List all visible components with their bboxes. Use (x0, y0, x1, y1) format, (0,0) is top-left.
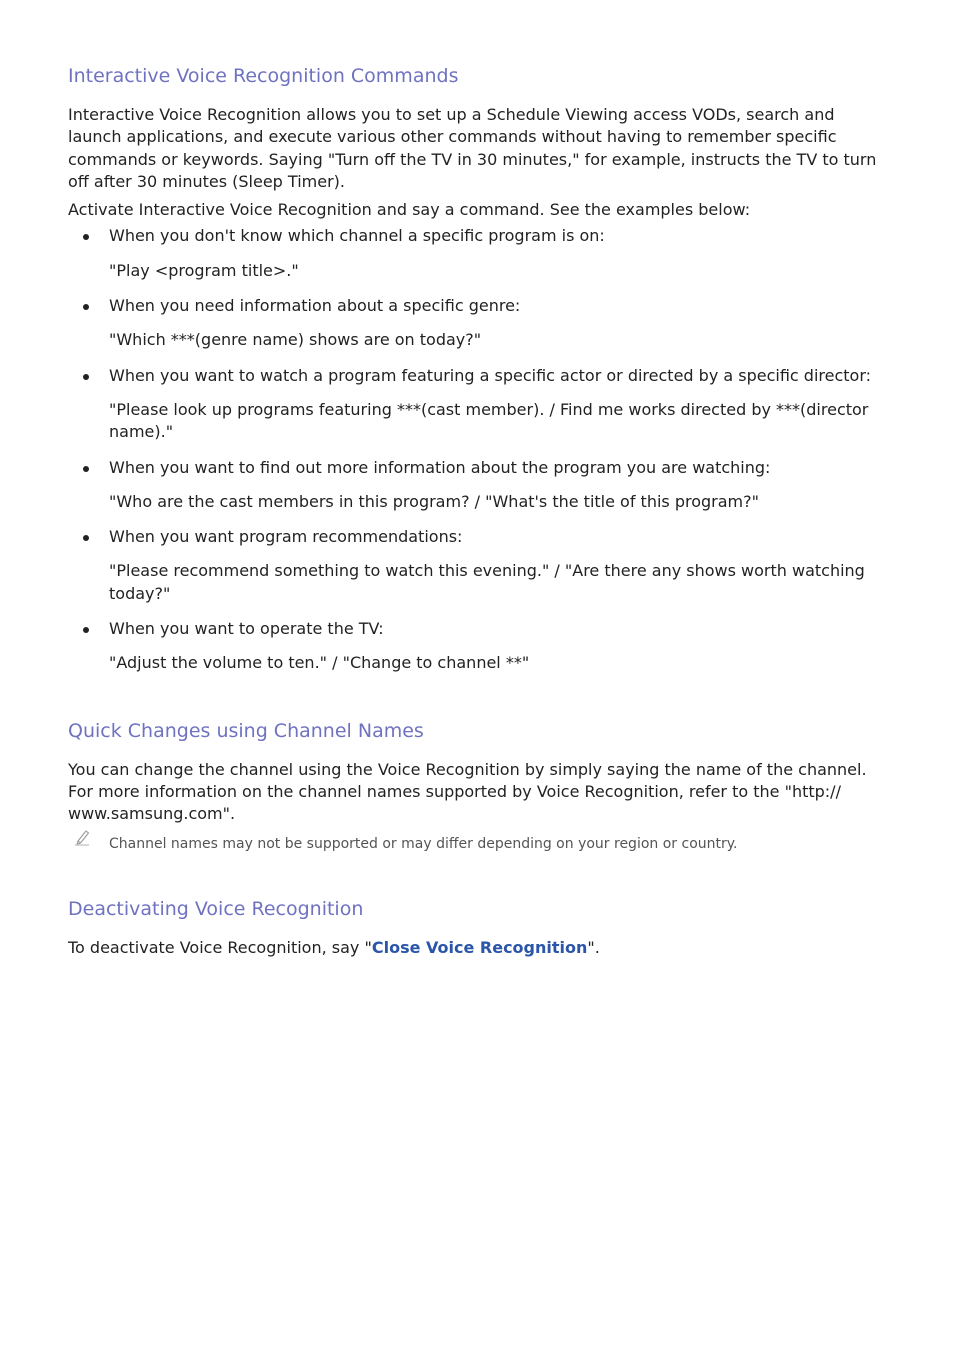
example-command: "Which ***(genre name) shows are on today?" (109, 330, 482, 350)
bullet-icon (83, 535, 89, 541)
page-content (68, 62, 880, 959)
example-command: "Who are the cast members in this program? / "What's the title of this program?" (109, 491, 759, 511)
heading-quick-changes: Quick Changes using Channel Names (68, 719, 424, 742)
list-item (68, 457, 880, 514)
command-examples-list (68, 225, 880, 674)
list-item (68, 225, 880, 282)
deactivate-text-before: To deactivate Voice Recognition, say " (68, 937, 372, 957)
example-condition: When you want to watch a program featuring a specific actor or directed by a specific director: (109, 365, 872, 385)
pencil-icon (74, 828, 92, 846)
example-condition: When you want program recommendations: (109, 527, 463, 547)
bullet-icon (83, 374, 89, 380)
deactivate-command: Close Voice Recognition (371, 937, 588, 957)
example-command: "Please recommend something to watch this evening." / "Are there any shows worth watching today?" (109, 561, 865, 603)
activate-instruction: Activate Interactive Voice Recognition and say a command. See the examples below: (68, 200, 751, 220)
example-command: "Please look up programs featuring ***(cast member). / Find me works directed by ***(director name)." (109, 399, 869, 442)
example-condition: When you want to find out more information about the program you are watching: (109, 457, 771, 477)
note (68, 834, 880, 854)
example-command: "Play <program title>." (109, 260, 299, 280)
example-command: "Adjust the volume to ten." / "Change to channel **" (109, 653, 530, 673)
bullet-icon (83, 627, 89, 633)
heading-deactivating: Deactivating Voice Recognition (68, 897, 364, 920)
note-text: Channel names may not be supported or may differ depending on your region or country. (109, 835, 738, 852)
deactivate-text-after: ". (587, 937, 600, 957)
bullet-icon (83, 304, 89, 310)
list-item (68, 526, 880, 605)
list-item (68, 295, 880, 352)
deactivate-instruction (68, 937, 880, 959)
list-item (68, 365, 880, 444)
example-condition: When you don't know which channel a specific program is on: (109, 226, 605, 246)
channel-names-paragraph: You can change the channel using the Voice Recognition by simply saying the name of the channel. For more information on the channel names supported by Voice Recognition, refer to the "http:// www.samsung.com". (68, 759, 867, 824)
heading-interactive-voice-commands: Interactive Voice Recognition Commands (68, 65, 459, 87)
example-condition: When you want to operate the TV: (109, 619, 384, 639)
list-item (68, 618, 880, 675)
bullet-icon (83, 466, 89, 472)
example-condition: When you need information about a specific genre: (109, 296, 521, 316)
intro-paragraph: Interactive Voice Recognition allows you to set up a Schedule Viewing access VODs, search and launch applications, and execute various other commands without having to remember specific commands or keywords. Saying "Turn off the TV in 30 minutes," for example, instructs the TV to turn off after 30 minutes (Sleep Timer). (68, 105, 877, 191)
bullet-icon (83, 234, 89, 240)
